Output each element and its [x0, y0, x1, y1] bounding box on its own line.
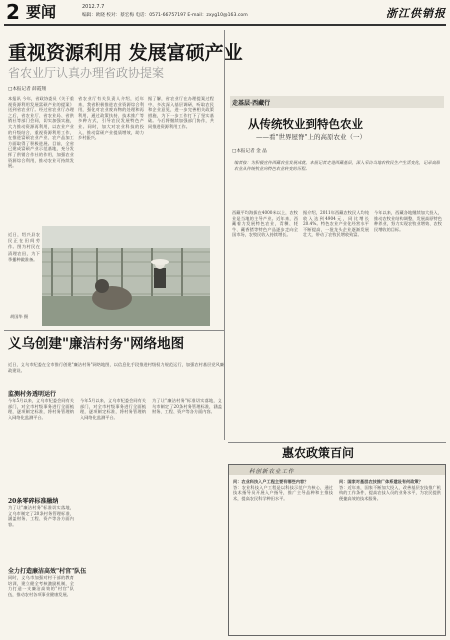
mid-intro: 近日，义乌市纪委在全市推行创建"廉洁村务"网络地图，以信息化手段推进村级权力规范运行，加强农村基层党风廉政建设。 [8, 362, 224, 373]
mid-subhead-1: 监测村务透明运行 [8, 391, 57, 398]
sidebar-subhead: ——看"世界屋脊"上的高原农业（一） [256, 133, 366, 141]
lead-headline: 重视资源利用 发展富硕产业 [8, 42, 243, 64]
mid-headline: 义乌创建"廉洁村务"网络地图 [8, 336, 185, 352]
policy-title: 惠农政策百问 [282, 446, 355, 460]
mid-body-col-4 [80, 398, 146, 634]
masthead [0, 0, 450, 24]
mid-top-rule [4, 330, 224, 331]
issue-date: 2012.7.7 [82, 4, 105, 10]
sidebar-body-col-3: 今年以来，西藏各地继续加大投入，推动农牧业结构调整，发展高原特色种养业，努力实现农牧业增效、农牧民增收的目标。 [374, 210, 442, 232]
mid-body-col-5-text: 为了让"廉洁村务"标准切实落地，义乌市制定了20条村务管理标准，涵盖财务、工程、资产等各方面内容。 [152, 398, 222, 415]
photo-credit: 胡国华 摄 [10, 314, 29, 319]
lead-body-col-3: 据了解，省农业厅在办理提案过程中，多次深入基层调研，听取农民和企业意见，进一步完善相关政策措施，为下一步工作打下了坚实基础。今后将继续加强部门协作，共同推进资源利用工作。 [148, 96, 214, 129]
policy-subtitle-bar [229, 465, 445, 475]
section-title: 要闻 [26, 3, 57, 21]
lead-subhead: 省农业厅认真办理省政协提案 [8, 66, 165, 80]
masthead-rule [4, 24, 446, 26]
policy-a2: 答：近年来，国家不断加大投入，改善基层农技推广机构的工作条件，提高农技人员的业务水平，为农民提供便捷高效的技术服务。 [339, 484, 441, 501]
sidebar-body-col-1: 西藏平均海拔在4000米以上，农牧业是当地的主导产业。近年来，西藏着力发展特色农业，青稞、牦牛、藏香猪等特色产品逐步走向全国市场，农牧民收入持续增长。 [232, 210, 298, 238]
photo-caption [8, 232, 40, 308]
policy-subtitle: 科创新农业工作 [249, 468, 295, 475]
policy-box [228, 464, 446, 636]
policy-q1: 问：农业科技入户工程主要有哪些内容？ [233, 479, 309, 484]
policy-q2: 问：国家对基层农技推广体系建设有何政策？ [339, 479, 423, 484]
farmland-photo [42, 226, 210, 326]
sidebar-headline: 从传统牧业到特色农业 [248, 117, 363, 131]
mid-body-col-2: 为了让"廉洁村务"标准切实落地，义乌市制定了20条村务管理标准，涵盖财务、工程、资产等各方面内容。 [8, 505, 74, 527]
mid-subhead-2: 20条零碎标准融纳 [8, 498, 59, 505]
page-number: 2 [6, 0, 20, 24]
policy-a1: 答：农业科技入户工程是以科技示范户为核心，通过技术指导员开展入户指导，推广主导品种和主推技术，提高农民科学种田水平。 [233, 484, 333, 501]
sidebar-tag-label: 走基层·西藏行 [232, 100, 271, 107]
lead-body-col-1: 本报讯 今年，省政协委员《关于重视资源利用发展富硕产业的提案》送到省农业厅。经过省农业厅办理之后，省农业厅、省农业局、省供销社等部门会同，切实加强实施，大力推动资源再利用，以农业产业的升级结合，重视资源利用工作，在推进富硕农业产业、农产品加工方面取得了积极进展。目前，全省已建成富硕产业示范基地，充分发挥了供销合作社的作用，加强农业资源综合利用，推动农业可持续发展。 [8, 96, 74, 169]
sidebar-byline: □本报记者 金 晶 [232, 149, 267, 154]
photo-caption-text: 近日，绍兴县农民正在田间劳作。图为村民在清理农田，为下季播种做准备。 [8, 232, 40, 262]
mid-body-col-1: 今年5月以来，义乌市纪委会同有关部门，对全市村级事务进行全面梳理，逐项制定标准，将村务管理纳入网络化监测平台。 [8, 398, 74, 420]
mid-subhead-3: 全力打造廉洁高效"村官"队伍 [8, 568, 87, 575]
lead-byline: □本报记者 薛霞翔 [8, 87, 46, 92]
sidebar-tag [230, 96, 444, 108]
sidebar-intro: 编者按：为积极宣传西藏农业发展成就，本报记者走进西藏基层，深入采访当地农牧民生产生活变化，记录高原农业从传统牧业向特色农业转变的历程。 [234, 160, 440, 171]
policy-top-rule [228, 442, 446, 443]
mid-body-col-5 [152, 398, 222, 634]
sidebar-divider [224, 30, 225, 440]
sidebar-body-col-2: 据介绍，2011年西藏农牧民人均纯收入达到4904元，同比增长20.4%。特色农业产业化经营水平不断提高，一批龙头企业逐渐发展壮大，带动了农牧民增收致富。 [303, 210, 369, 238]
paper-name-logo: 浙江供销报 [386, 7, 446, 20]
policy-col-1 [233, 479, 333, 633]
policy-col-2 [339, 479, 441, 633]
lead-body-col-2: 省农业厅有关负责人介绍，近年来，我省积极推进农业资源综合利用，强化对农业废弃物的处理和再利用，通过政策扶持、技术推广等多种方式，引导农民发展特色产业。同时，加大对农业科技的投入，推动富硕产业提质增效，助力乡村振兴。 [78, 96, 144, 141]
mid-body-col-4-text: 今年5月以来，义乌市纪委会同有关部门，对全市村级事务进行全面梳理，逐项制定标准，将村务管理纳入网络化监测平台。 [80, 398, 146, 420]
mid-body-col-3: 同时，义乌市加强对村干部的教育培训，建立健全考核激励机制，全力打造一支廉洁高效的"村官"队伍，推动农村各项事业健康发展。 [8, 575, 74, 597]
editor-line: 编辑：欧晓 校对：蔡宏梅 电话：0571-66757197 E-mail：zxyg10@163.com [82, 13, 248, 18]
